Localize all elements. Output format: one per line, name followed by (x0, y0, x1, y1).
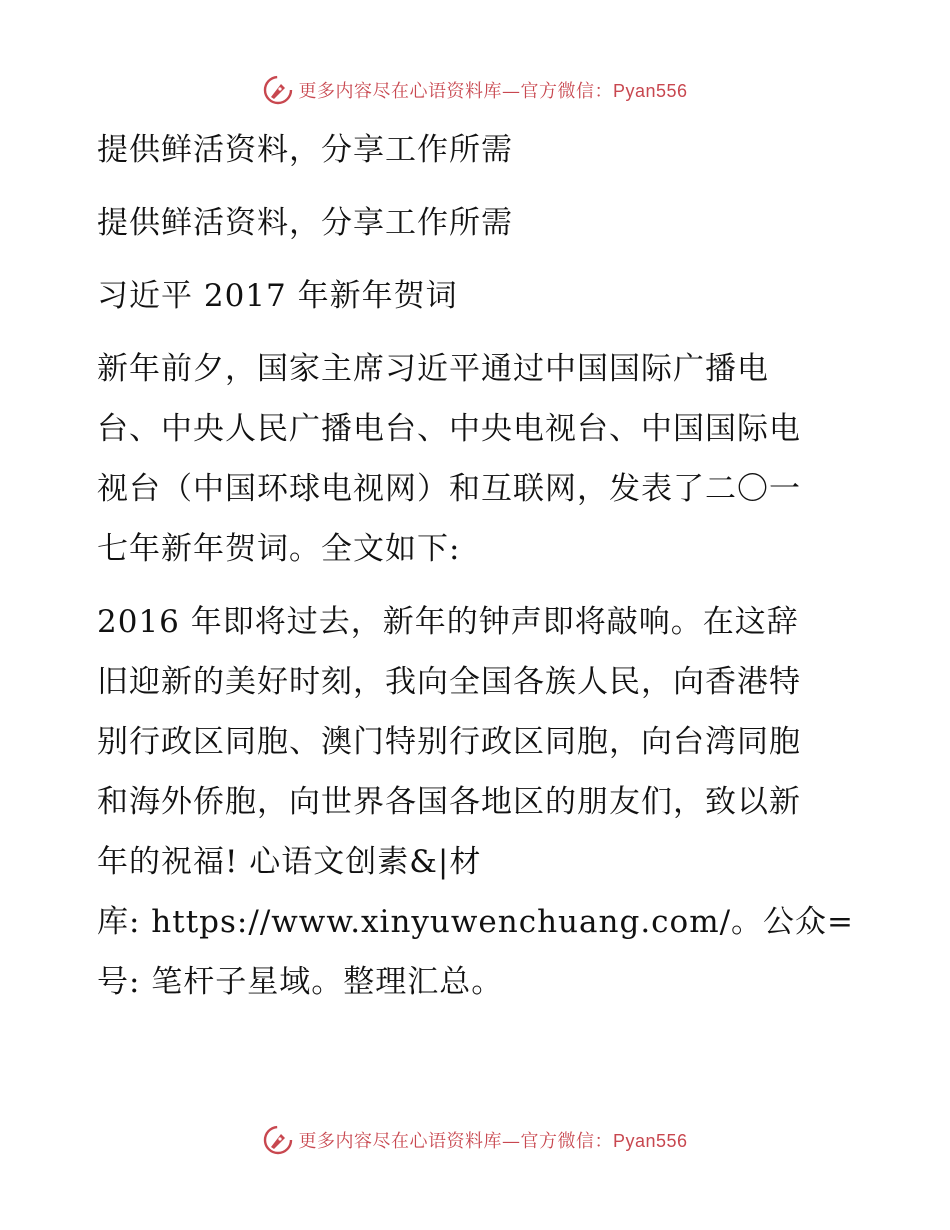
document-body (97, 120, 857, 1012)
text-line: 提供鲜活资料，分享工作所需 (97, 205, 513, 241)
text-line: 和海外侨胞，向世界各国各地区的朋友们，致以新 (97, 784, 801, 820)
header-banner-text: 更多内容尽在心语资料库—官方微信：Pyan556 (298, 81, 688, 102)
text-line: 别行政区同胞、澳门特别行政区同胞，向台湾同胞 (97, 724, 801, 760)
footer-banner (0, 1120, 950, 1160)
text-line: 库: https://www.xinyuwenchuang.com/。公众= (97, 904, 855, 940)
document-title: 习近平 2017 年新年贺词 (97, 278, 458, 314)
text-line: 号: 笔杆子星域。整理汇总。 (97, 964, 504, 1000)
header-banner (0, 70, 950, 110)
text-line: 七年新年贺词。全文如下: (97, 531, 461, 567)
text-line: 台、中央人民广播电台、中央电视台、中国国际电 (97, 411, 801, 447)
text-line: 2016 年即将过去，新年的钟声即将敲响。在这辞 (97, 604, 799, 640)
text-line: 年的祝福! 心语文创素&|材 (97, 844, 482, 880)
text-line: 视台（中国环球电视网）和互联网，发表了二〇一 (97, 471, 801, 507)
pen-nib-logo-icon (262, 1124, 294, 1156)
text-line: 新年前夕，国家主席习近平通过中国国际广播电 (97, 351, 769, 387)
footer-banner-text: 更多内容尽在心语资料库—官方微信：Pyan556 (298, 1131, 688, 1152)
text-line: 旧迎新的美好时刻，我向全国各族人民，向香港特 (97, 664, 801, 700)
pen-nib-logo-icon (262, 74, 294, 106)
text-line: 提供鲜活资料，分享工作所需 (97, 132, 513, 168)
